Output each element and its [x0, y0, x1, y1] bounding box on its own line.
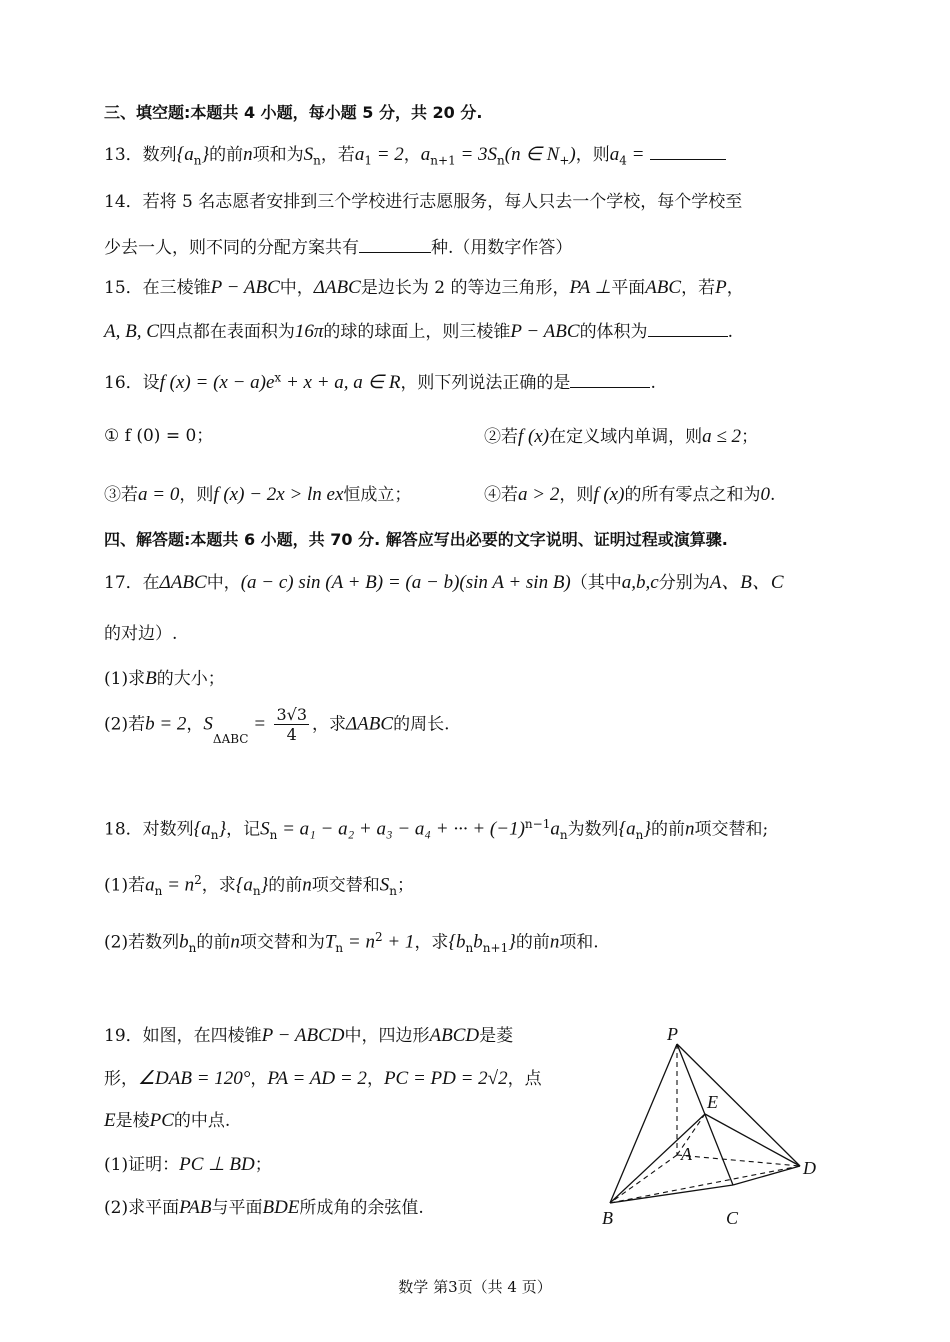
- q16-option-4: ④若a > 2，则f (x)的所有零点之和为0.: [484, 484, 776, 505]
- question-15-line1: 15．在三棱锥P − ABC中，ΔABC是边长为 2 的等边三角形，PA ⊥平面ABC，若P，: [104, 277, 744, 298]
- label-E: E: [707, 1092, 718, 1112]
- question-18-line1: 18．对数列$\{a_n\}$，记$S_n = a_1 - a_2 + a_3 - a_4$ + ··· + $(-1)^{n-1}a_n$为数列$\{a_n\}$的前n项交替和;: [104, 817, 769, 843]
- question-19-line2: 形，∠DAB = 120°，PA = AD = 2，PC = PD = 2√2，点: [104, 1068, 542, 1089]
- question-14-line2: 少去一人，则不同的分配方案共有 种.（用数字作答）: [104, 235, 572, 258]
- answer-blank-15[interactable]: [648, 319, 728, 337]
- question-17-line1: 17．在ΔABC中，(a − c) sin (A + B) = (a − b)(sin A + sin B)（其中a,b,c分别为A、B、C: [104, 572, 784, 593]
- question-19-part2: (2)求平面PAB与平面BDE所成角的余弦值.: [104, 1197, 424, 1218]
- question-15-line2: A, B, C四点都在表面积为16π的球的球面上，则三棱锥P − ABC的体积为 .: [104, 321, 733, 342]
- question-17-part1: (1)求B的大小；: [104, 668, 225, 689]
- edge-AD-hidden: [677, 1155, 800, 1166]
- q16-option-2: ②若f (x)在定义域内单调，则a ≤ 2；: [484, 426, 759, 447]
- fraction-3sqrt3-over-4: $\frac{3√3}{4}$: [276, 705, 308, 745]
- q16-option-1: ① f (0) = 0；: [104, 426, 214, 446]
- edge-PB: [610, 1044, 677, 1203]
- question-19-line1: 19．如图，在四棱锥P − ABCD中，四边形ABCD是菱: [104, 1025, 514, 1046]
- edge-BD-hidden: [610, 1166, 800, 1203]
- section3-heading: 三、填空题:本题共 4 小题，每小题 5 分，共 20 分.: [104, 103, 483, 122]
- question-14-line1: 14．若将 5 名志愿者安排到三个学校进行志愿服务，每人只去一个学校，每个学校至: [104, 192, 743, 212]
- answer-blank-14[interactable]: [359, 235, 431, 253]
- edge-CD: [733, 1166, 800, 1185]
- question-18-part1: (1)若$a_n = n^2$，求$\{a_n\}$的前n项交替和$S_n$；: [104, 873, 414, 899]
- answer-blank-13[interactable]: [650, 142, 726, 160]
- question-16: 16．设f $(x) = (x - a)e^x + x + a$, a ∈ R，则下列说法正确的是 .: [104, 370, 656, 393]
- answer-blank-16[interactable]: [570, 370, 650, 388]
- question-18-part2: (2)若数列$b_n$的前n项交替和为$T_n = n^2 + 1$，求$\{b_nb_{n+1}\}$的前n项和.: [104, 930, 599, 956]
- edge-PD: [677, 1044, 800, 1166]
- label-B: B: [602, 1208, 613, 1228]
- label-C: C: [726, 1208, 739, 1228]
- question-13: 13．数列$\{a_n\}$的前n项和为$S_n$，若$a_1 = 2$，$a_{n+1} = 3S_n(n$ ∈ $N_+$)，则$a_4$ =: [104, 142, 726, 168]
- label-P: P: [667, 1024, 678, 1044]
- page-footer: 数学 第3页（共 4 页）: [398, 1278, 552, 1296]
- question-19-line3: E是棱PC的中点.: [104, 1110, 231, 1131]
- question-17-part2: (2)若b = 2，$S_{\Delta ABC}$ = $\frac{3√3}{4}$ ，求ΔABC的周长.: [104, 705, 450, 747]
- edge-ED: [705, 1114, 800, 1166]
- pyramid-figure: [590, 1020, 830, 1235]
- label-D: D: [803, 1158, 816, 1178]
- q16-option-3: ③若a = 0，则f (x) − 2x > ln ex恒成立；: [104, 484, 412, 505]
- label-A: A: [681, 1144, 692, 1164]
- question-19-part1: (1)证明：PC ⊥ BD；: [104, 1154, 272, 1175]
- edge-BC: [610, 1185, 733, 1203]
- question-17-line2: 的对边）.: [104, 624, 178, 644]
- section4-heading: 四、解答题:本题共 6 小题，共 70 分. 解答应写出必要的文字说明、证明过程或演算骤.: [104, 530, 728, 549]
